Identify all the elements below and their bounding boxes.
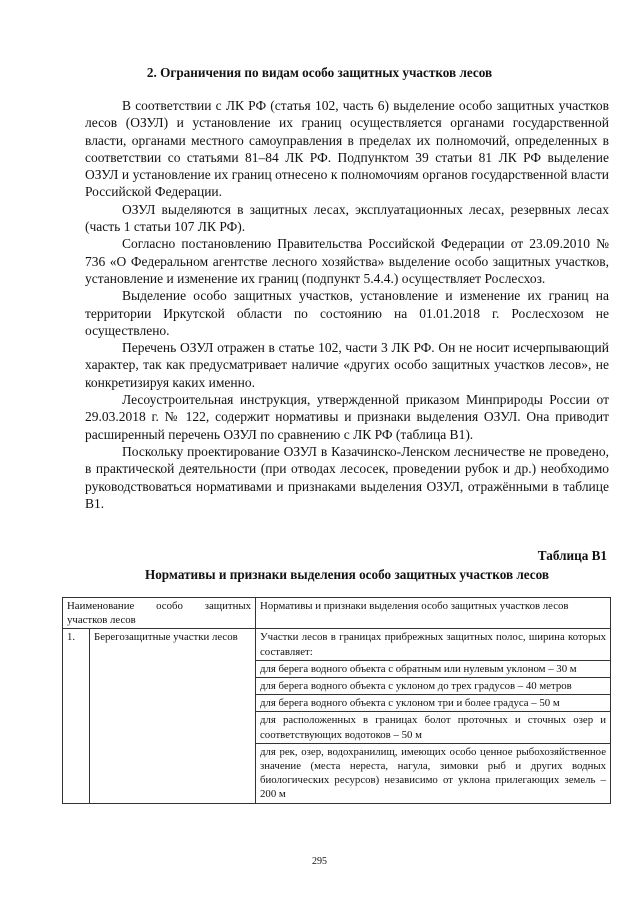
table-title: Нормативы и признаки выделения особо защитных участков лесов <box>144 567 550 582</box>
criteria-cell: для берега водного объекта с уклоном до трех градусов – 40 метров <box>256 678 611 695</box>
row-name-cell: Берегозащитные участки лесов <box>90 629 256 803</box>
criteria-cell: для берега водного объекта с уклоном три и более градуса – 50 м <box>256 695 611 712</box>
table-row <box>63 629 611 660</box>
criteria-cell: для расположенных в границах болот проточных и сточных озер и соответствующих водотоков – 50 м <box>256 712 611 743</box>
body-text <box>85 97 609 512</box>
paragraph: Поскольку проектирование ОЗУЛ в Казачинско-Ленском лесничестве не проведено, в практической деятельности (при отводах лесосек, проведении рубок и др.) необходимо руководствоваться нормативами и признаками выделения ОЗУЛ, отражёнными в таблице В1. <box>85 443 609 511</box>
page-number: 295 <box>312 856 327 867</box>
paragraph: Согласно постановлению Правительства Российской Федерации от 23.09.2010 № 736 «О Федеральном агентстве лесного хозяйства» выделение особо защитных участков, установление и изменение их границ (подпункт 5.4.4.) осуществляет Рослесхоз. <box>85 236 609 286</box>
criteria-cell: для берега водного объекта с обратным или нулевым уклоном – 30 м <box>256 660 611 677</box>
paragraph: Лесоустроительная инструкция, утвержденной приказом Минприроды России от 29.03.2018 г. № 122, содержит нормативы и признаки выделения ОЗУЛ. Она приводит расширенный перечень ОЗУЛ по сравнению с ЛК РФ (таблица В1). <box>85 392 609 442</box>
section-title: 2. Ограничения по видам особо защитных участков лесов <box>146 65 493 80</box>
criteria-cell: Участки лесов в границах прибрежных защитных полос, ширина которых составляет: <box>256 629 611 660</box>
paragraph: Перечень ОЗУЛ отражен в статье 102, части 3 ЛК РФ. Он не носит исчерпывающий характер, так как предусматривает наличие «других особо защитных участков лесов», не конкретизируя каких именно. <box>85 340 609 390</box>
header-cell-criteria: Нормативы и признаки выделения особо защитных участков лесов <box>256 598 611 629</box>
paragraph: ОЗУЛ выделяются в защитных лесах, эксплуатационных лесах, резервных лесах (часть 1 статьи 107 ЛК РФ). <box>85 201 609 235</box>
table-header-row <box>63 598 611 629</box>
row-number-cell: 1. <box>63 629 90 803</box>
paragraph: В соответствии с ЛК РФ (статья 102, часть 6) выделение особо защитных участков лесов (ОЗУЛ) и установление их границ осуществляется органами государственной власти, органами местного самоуправления в пределах их полномочий, определенных в соответствии со статьями 81–84 ЛК РФ. Подпунктом 39 статьи 81 ЛК РФ выделение ОЗУЛ и установление их границ отнесено к полномочиям органов государственной власти Российской Федерации. <box>85 98 609 200</box>
table-label: Таблица В1 <box>537 548 607 563</box>
header-cell-name: Наименование особо защитных участков лесов <box>63 598 256 629</box>
criteria-cell: для рек, озер, водохранилищ, имеющих особо ценное рыбохозяйственное значение (места нереста, нагула, зимовки рыб и других водных биологических ресурсов) независимо от уклона прилегающих земель – 200 м <box>256 743 611 803</box>
paragraph: Выделение особо защитных участков, установление и изменение их границ на территории Иркутской области по состоянию на 01.01.2018 г. Рослесхозом не осуществлено. <box>85 288 609 338</box>
norms-table <box>62 597 611 804</box>
